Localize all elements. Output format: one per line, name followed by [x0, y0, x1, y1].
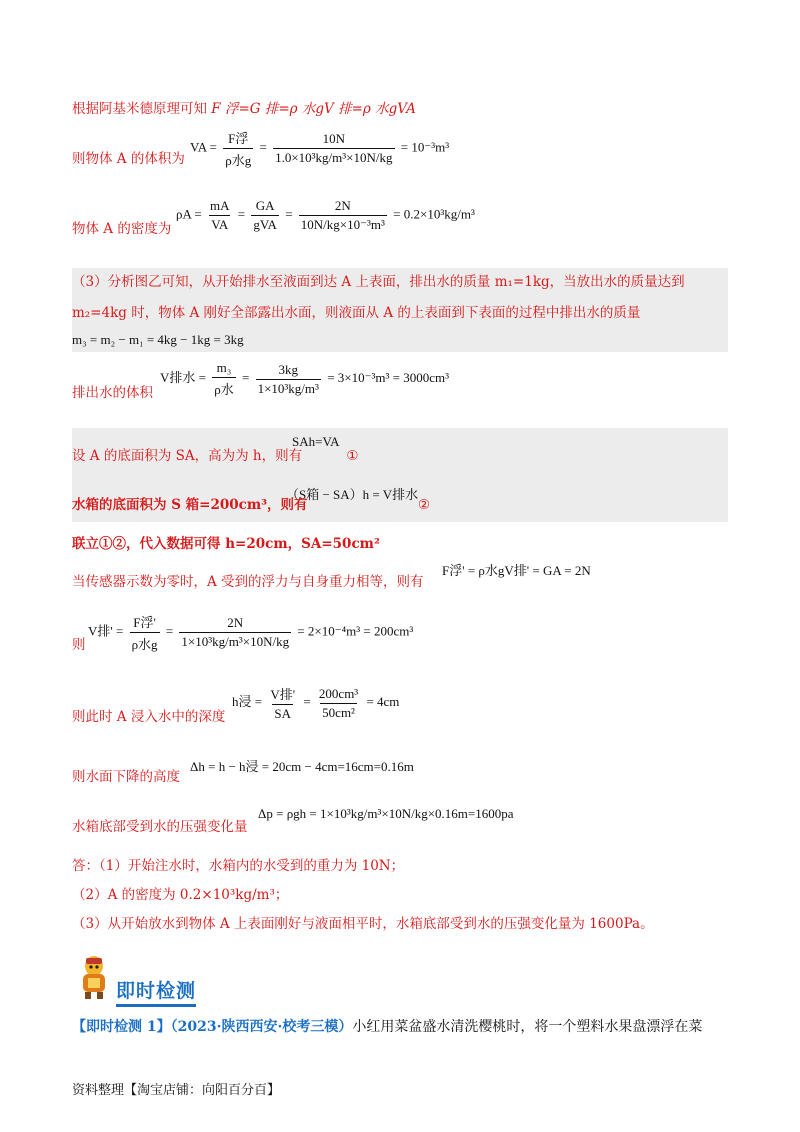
exercise-text: 小红用菜盆盛水清洗樱桃时，将一个塑料水果盘漂浮在菜: [352, 1019, 703, 1035]
depth-equation: h浸 = $\frac{\text{V排'}}{SA}$ = $\frac{\text{200cm³}}{\text{50cm²}}$ = 4cm: [232, 685, 400, 721]
sensor-equation: F浮' = ρ水gV排' = GA = 2N: [442, 563, 591, 578]
exercise-line: [72, 1018, 702, 1036]
pressure-text: 水箱底部受到水的压强变化量: [72, 819, 248, 835]
pressure-equation: Δp = ρgh = 1×10³kg/m³×10N/kg×0.16m=1600pa: [258, 806, 514, 821]
set-equation: SAh=VA: [292, 434, 340, 449]
volume-text: 则物体 A 的体积为: [72, 151, 185, 167]
mascot-icon: [76, 952, 112, 1000]
footer-text: 资料整理【淘宝店铺：向阳百分百】: [72, 1083, 281, 1098]
set-text: 设 A 的底面积为 SA，高为为 h，则有 ①: [72, 448, 359, 464]
archimedes-line: [72, 100, 416, 118]
exercise-source: （2023·陕西西安·校考三模）: [170, 1019, 353, 1035]
volume-equation: VA = $\frac{\text{F浮}}{\text{ρ水g}}$ = $\frac{10N}{\text{1.0×10³kg/m³×10N/kg}}$ = 10⁻³m³: [190, 131, 450, 168]
circle-one: ①: [346, 448, 359, 464]
part3-line1: （3）分析图乙可知，从开始排水至液面到达 A 上表面，排出水的质量 m₁=1kg，当放出水的质量达到: [72, 274, 685, 290]
tank-text: 水箱的底面积为 S 箱=200cm³，则有 ②: [72, 497, 430, 513]
depth-text: 则此时 A 浸入水中的深度: [72, 709, 226, 725]
density-text: 物体 A 的密度为: [72, 221, 172, 237]
drop-text: 则水面下降的高度: [72, 769, 180, 785]
vp-equation: V排' = $\frac{\text{F浮'}}{\text{ρ水g}}$ = $\frac{2N}{\text{1×10³kg/m³×10N/kg}}$ = 2×10⁻⁴m³ = 200cm³: [88, 615, 414, 652]
part3-mass-equation: m₃ = m₂ − m₁ = 4kg − 1kg = 3kg: [72, 332, 244, 347]
answer-3: （3）从开始放水到物体 A 上表面刚好与液面相平时，水箱底部受到水的压强变化量为 1600Pa。: [72, 916, 654, 932]
drain-equation: V排水 = $\frac{\text{m₃}}{\text{ρ水}}$ = $\frac{3kg}{\text{1×10³kg/m³}}$ = 3×10⁻³m³ = 3000cm³: [160, 360, 449, 397]
drain-text: 排出水的体积: [72, 385, 153, 401]
then-text: 则: [72, 637, 86, 653]
sensor-text: 当传感器示数为零时，A 受到的浮力与自身重力相等，则有: [72, 574, 424, 590]
answer-1: 答：（1）开始注水时，水箱内的水受到的重力为 10N；: [72, 858, 405, 874]
part3-line2: m₂=4kg 时，物体 A 刚好全部露出水面，则液面从 A 的上表面到下表面的过程中排出水的质量: [72, 305, 641, 321]
combine-line: 联立①②，代入数据可得 h=20cm，SA=50cm²: [72, 536, 380, 552]
drop-equation: Δh = h − h浸 = 20cm − 4cm=16cm=0.16m: [190, 759, 414, 774]
section-heading: 即时检测: [116, 976, 196, 1007]
archimedes-formula: F 浮=G 排=ρ 水gV 排=ρ 水gVA: [211, 101, 416, 117]
tank-equation: （S箱 − SA）h = V排水: [286, 487, 419, 502]
archimedes-text: 根据阿基米德原理可知: [72, 101, 207, 117]
circle-two: ②: [417, 497, 430, 513]
exercise-tag: 【即时检测 1】: [72, 1019, 171, 1035]
answer-2: （2）A 的密度为 0.2×10³kg/m³；: [72, 887, 289, 903]
density-equation: ρA = $\frac{mA}{VA}$ = $\frac{GA}{\text{gVA}}$ = $\frac{2N}{\text{10N/kg×10⁻³m³}}$ = 0.2×10³kg/m³: [176, 198, 475, 232]
